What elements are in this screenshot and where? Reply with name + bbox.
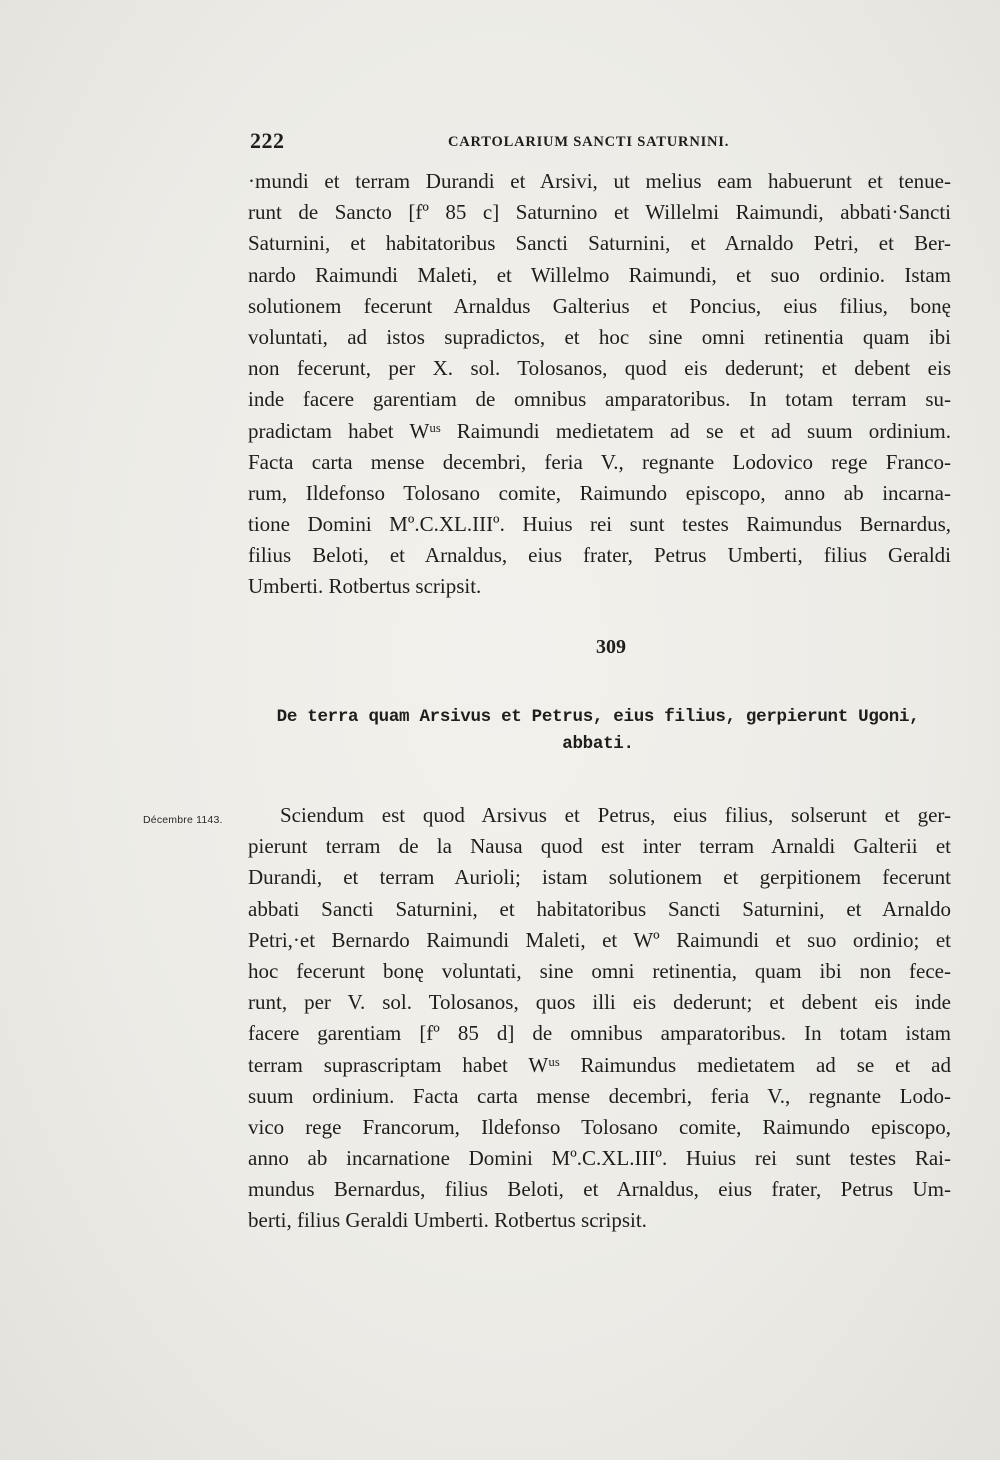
text-line: tione Domini Mº.C.XL.IIIº. Huius rei sunt testes Raimundus Bernardus, [248, 512, 951, 537]
text-line: Facta carta mense decembri, feria V., regnante Lodovico rege Franco- [248, 449, 951, 474]
running-title: CARTOLARIUM SANCTI SATURNINI. [448, 134, 730, 150]
text-line: nardo Raimundi Maleti, et Willelmo Raimundi, et suo ordinio. Istam [248, 262, 951, 287]
text-line: abbati Sancti Saturnini, et habitatoribus Sancti Saturnini, et Arnaldo [248, 896, 951, 921]
text-line: voluntati, ad istos supradictos, et hoc sine omni retinentia quam ibi [248, 324, 951, 349]
charter-title-line: abbati. [562, 734, 634, 754]
text-line: filius Beloti, et Arnaldus, eius frater, Petrus Umberti, filius Geraldi [248, 543, 951, 568]
text-line: inde facere garentiam de omnibus amparatoribus. In totam terram su- [248, 387, 951, 412]
text-line: terram suprascriptam habet Wᵘˢ Raimundus medietatem ad se et ad [248, 1052, 951, 1077]
text-line: anno ab incarnatione Domini Mº.C.XL.IIIº. Huius rei sunt testes Rai- [248, 1146, 951, 1171]
text-line: runt de Sancto [fº 85 c] Saturnino et Willelmi Raimundi, abbati·Sancti [248, 200, 951, 225]
text-line: Umberti. Rotbertus scripsit. [248, 574, 482, 599]
text-line: rum, Ildefonso Tolosano comite, Raimundo episcopo, anno ab incarna- [248, 480, 951, 505]
charter-title [270, 704, 926, 758]
charter-text [248, 800, 951, 1237]
margin-date: Décembre 1143. [143, 814, 223, 826]
paragraph-continued [248, 166, 951, 603]
text-line: Petri,·et Bernardo Raimundi Maleti, et Wº Raimundi et suo ordinio; et [248, 927, 951, 952]
text-line: pierunt terram de la Nausa quod est inter terram Arnaldi Galterii et [248, 834, 951, 859]
text-line: vico rege Francorum, Ildefonso Tolosano comite, Raimundo episcopo, [248, 1114, 951, 1139]
charter-number: 309 [596, 636, 626, 658]
text-line: non fecerunt, per X. sol. Tolosanos, quod eis dederunt; et debent eis [248, 356, 951, 381]
text-line: pradictam habet Wᵘˢ Raimundi medietatem ad se et ad suum ordinium. [248, 418, 951, 443]
text-line: hoc fecerunt bonę voluntati, sine omni retinentia, quam ibi non fece- [248, 958, 951, 983]
page-number: 222 [250, 128, 285, 153]
text-line: suum ordinium. Facta carta mense decembri, feria V., regnante Lodo- [248, 1083, 951, 1108]
text-line: mundus Bernardus, filius Beloti, et Arnaldus, eius frater, Petrus Um- [248, 1177, 951, 1202]
text-line: runt, per V. sol. Tolosanos, quos illi eis dederunt; et debent eis inde [248, 990, 951, 1015]
text-line: ·mundi et terram Durandi et Arsivi, ut melius eam habuerunt et tenue- [248, 169, 951, 193]
text-line: facere garentiam [fº 85 d] de omnibus amparatoribus. In totam istam [248, 1021, 951, 1046]
text-line: Durandi, et terram Aurioli; istam solutionem et gerpitionem fecerunt [248, 865, 951, 890]
text-line: Sciendum est quod Arsivus et Petrus, eius filius, solserunt et ger- [280, 803, 951, 827]
text-line: Saturnini, et habitatoribus Sancti Saturnini, et Arnaldo Petri, et Ber- [248, 231, 951, 256]
charter-title-line: De terra quam Arsivus et Petrus, eius filius, gerpierunt Ugoni, [276, 707, 920, 727]
text-line: berti, filius Geraldi Umberti. Rotbertus scripsit. [248, 1208, 647, 1233]
text-line: solutionem fecerunt Arnaldus Galterius et Poncius, eius filius, bonę [248, 293, 951, 318]
page-header [250, 128, 950, 158]
